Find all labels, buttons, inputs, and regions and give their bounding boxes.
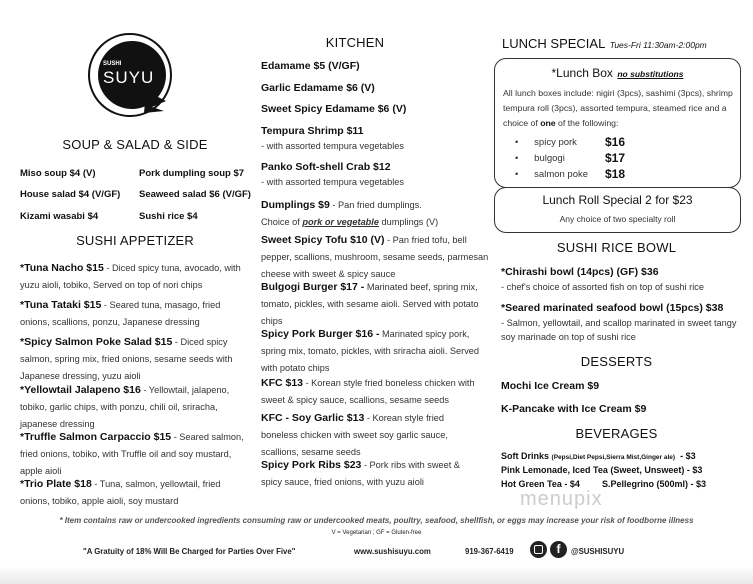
- item-desc: - Pork ribs with sweet & spicy sauce, fried onions, with yuzu aioli: [261, 460, 460, 487]
- item-name: Spicy Pork Burger $16 -: [261, 328, 380, 340]
- item-desc: - Tuna, salmon, yellowtail, fried onions, tobiko, apple aioli, soy mustard: [20, 479, 221, 506]
- dumpling-choice: [261, 217, 438, 227]
- item-desc: - Pan fried tofu, bell pepper, scallions, mushroom, sesame seeds, parmesan cheese with sweet & spicy sauce: [261, 235, 489, 279]
- watermark: menupix: [520, 488, 603, 510]
- item-name: *Chirashi bowl (14pcs) (GF) $36: [501, 266, 659, 278]
- item-name: *Trio Plate $18: [20, 478, 92, 490]
- kitchen-item: [261, 196, 491, 230]
- item-name: Tempura Shrimp $11: [261, 125, 364, 137]
- soup-item: Miso soup $4 (V): [20, 168, 96, 179]
- item-desc: - Pan fried dumplings.: [329, 200, 422, 210]
- option-name: bulgogi: [534, 153, 565, 164]
- beverage-lemonade: Pink Lemonade, Iced Tea (Sweet, Unsweet) - $3: [501, 465, 703, 475]
- section-title-kitchen: KITCHEN: [325, 35, 385, 50]
- bowl-item: [501, 265, 741, 295]
- soup-item: House salad $4 (V/GF): [20, 189, 121, 200]
- item-name: *Yellowtail Jalapeno $16: [20, 384, 141, 396]
- lunch-box-heading: [495, 64, 740, 82]
- diet-legend: V = Vegetarian ; GF = Gluten-free: [331, 530, 422, 536]
- item-desc: - Seared tuna, masago, fried onions, scallions, ponzu, Japanese dressing: [20, 300, 221, 327]
- gratuity-note: "A Gratuity of 18% Will Be Charged for Parties Over Five": [83, 547, 296, 556]
- kitchen-item: [261, 409, 483, 460]
- beverage-green-tea: Hot Green Tea - $4: [501, 479, 580, 489]
- kitchen-item: [261, 160, 491, 190]
- item-desc: - Diced spicy salmon, spring mix, fried onions, sesame seeds with Japanese dressing, yuzu aioli: [20, 337, 233, 381]
- desc-pre: All lunch boxes include: nigiri (3pcs), sashimi (3pcs), shrimp tempura roll (3pcs), assorted tempura, steamed rice and a choice of: [503, 88, 733, 128]
- lunch-roll-title: Lunch Roll Special 2 for $23: [542, 193, 693, 207]
- item-name: *Tuna Nacho $15: [20, 262, 104, 274]
- kitchen-item: Garlic Edamame $6 (V): [261, 82, 375, 94]
- soup-item: Seaweed salad $6 (V/GF): [139, 189, 251, 200]
- lunch-option: • salmon poke: [515, 169, 589, 180]
- choice-pre: Choice of: [261, 217, 303, 227]
- lunch-box-panel: [494, 58, 741, 188]
- kitchen-item: [261, 124, 491, 154]
- kitchen-item: [261, 325, 489, 376]
- item-desc: - Yellowtail, jalapeno, tobiko, garlic chips, with ponzu, chili oil, sriracha, japanese dressing: [20, 385, 230, 429]
- item-name: Spicy Pork Ribs $23: [261, 459, 362, 471]
- item-desc: - chef's choice of assorted fish on top of sushi rice: [501, 282, 704, 292]
- section-title-beverages: BEVERAGES: [575, 426, 658, 441]
- appetizer-item: [20, 259, 252, 293]
- kitchen-item: [261, 231, 489, 282]
- section-title-lunch: LUNCH SPECIAL: [502, 36, 606, 51]
- bowl-item: [501, 301, 741, 344]
- option-price: $17: [605, 151, 626, 165]
- item-name: Panko Soft-shell Crab $12: [261, 161, 391, 173]
- kitchen-item: Edamame $5 (V/GF): [261, 60, 360, 72]
- soup-item: Sushi rice $4: [139, 211, 198, 222]
- section-title-bowl: SUSHI RICE BOWL: [556, 240, 677, 255]
- item-name: *Tuna Tataki $15: [20, 299, 102, 311]
- bev-note: (Pepsi,Diet Pepsi,Sierra Mist,Ginger ale): [551, 454, 676, 461]
- lunch-option: • spicy pork: [515, 137, 577, 148]
- choice-post: dumplings (V): [378, 217, 439, 227]
- item-name: Bulgogi Burger $17 -: [261, 281, 365, 293]
- option-name: salmon poke: [534, 169, 589, 180]
- lunch-option: • bulgogi: [515, 153, 565, 164]
- logo-big-text: SUYU: [103, 68, 155, 87]
- beverage-pellegrino: S.Pellegrino (500ml) - $3: [602, 479, 707, 489]
- lunch-box-title: *Lunch Box: [551, 66, 613, 80]
- item-desc: - Korean style fried boneless chicken with sweet & spicy sauce, scallions, sesame seeds: [261, 378, 475, 405]
- item-desc: - Seared salmon, fried onions, tobiko, with Truffle oil and soy mustard, apple aioli: [20, 432, 244, 476]
- soup-item: Pork dumpling soup $7: [139, 168, 245, 179]
- section-title-appetizer: SUSHI APPETIZER: [76, 233, 194, 248]
- item-name: Dumplings $9: [261, 199, 330, 211]
- item-desc: - Korean style fried boneless chicken with sweet soy garlic sauce, scallions, sesame seeds: [261, 413, 448, 457]
- option-name: spicy pork: [534, 137, 577, 148]
- logo: [86, 31, 174, 119]
- item-desc: - Salmon, yellowtail, and scallop marinated in sweet tangy soy marinade on top of sushi rice: [501, 318, 737, 342]
- lunch-roll-desc: Any choice of two specialty roll: [559, 214, 676, 224]
- item-name: *Seared marinated seafood bowl (15pcs) $38: [501, 302, 724, 314]
- section-title-soup: SOUP & SALAD & SIDE: [62, 137, 208, 152]
- lunch-header: [502, 35, 707, 53]
- kitchen-item: [261, 456, 483, 490]
- appetizer-item: [20, 381, 252, 432]
- appetizer-item: [20, 475, 245, 509]
- item-desc: - with assorted tempura vegetables: [261, 177, 404, 187]
- item-desc: Marinated beef, spring mix, tomato, pickles, with sesame aioli. Served with potato chips: [261, 282, 479, 326]
- section-title-desserts: DESSERTS: [580, 354, 653, 369]
- item-name: KFC $13: [261, 377, 304, 389]
- lunch-roll-panel: [494, 187, 741, 233]
- facebook-icon[interactable]: f: [550, 541, 567, 558]
- appetizer-item: [20, 333, 252, 384]
- kitchen-item: Sweet Spicy Edamame $6 (V): [261, 103, 407, 115]
- item-desc: - Diced spicy tuna, avocado, with yuzu aioli, tobiko, Served on top of nori chips: [20, 263, 241, 290]
- logo-small-text: SUSHI: [103, 61, 122, 67]
- item-name: KFC - Soy Garlic $13: [261, 412, 365, 424]
- dessert-item: Mochi Ice Cream $9: [501, 380, 600, 392]
- instagram-icon[interactable]: [530, 541, 547, 558]
- bev-price: - $3: [680, 451, 696, 461]
- kitchen-item: [261, 374, 491, 408]
- bottom-shadow: [0, 566, 753, 584]
- item-desc: Marinated spicy pork, spring mix, tomato, pickles, with sriracha aioli. Served with potato chips: [261, 329, 480, 373]
- phone-number: 919-367-6419: [465, 547, 514, 556]
- item-name: Sweet Spicy Tofu $10 (V): [261, 234, 385, 246]
- option-price: $18: [605, 167, 626, 181]
- choice-emphasis: pork or vegetable: [302, 217, 379, 227]
- option-price: $16: [605, 135, 626, 149]
- website-link[interactable]: www.sushisuyu.com: [354, 547, 431, 556]
- desc-emphasis: one: [540, 118, 556, 128]
- dessert-item: K-Pancake with Ice Cream $9: [501, 403, 647, 415]
- raw-food-disclaimer: * Item contains raw or undercooked ingredients consuming raw or undercooked meats, poultry, seafood, shellfish, or eggs may increase your risk of foodborne illness: [59, 516, 694, 525]
- appetizer-item: [20, 296, 245, 330]
- lunch-box-desc: [503, 86, 738, 131]
- item-desc: - with assorted tempura vegetables: [261, 141, 404, 151]
- social-handle[interactable]: @SUSHISUYU: [571, 547, 625, 556]
- bev-name: Soft Drinks: [501, 451, 550, 461]
- soup-item: Kizami wasabi $4: [20, 211, 99, 222]
- item-name: *Spicy Salmon Poke Salad $15: [20, 336, 173, 348]
- lunch-box-note: no substitutions: [617, 69, 684, 79]
- lunch-hours: Tues-Fri 11:30am-2:00pm: [609, 40, 707, 50]
- desc-post: of the following:: [555, 118, 619, 128]
- kitchen-item: [261, 278, 489, 329]
- item-name: *Truffle Salmon Carpaccio $15: [20, 431, 172, 443]
- appetizer-item: [20, 428, 252, 479]
